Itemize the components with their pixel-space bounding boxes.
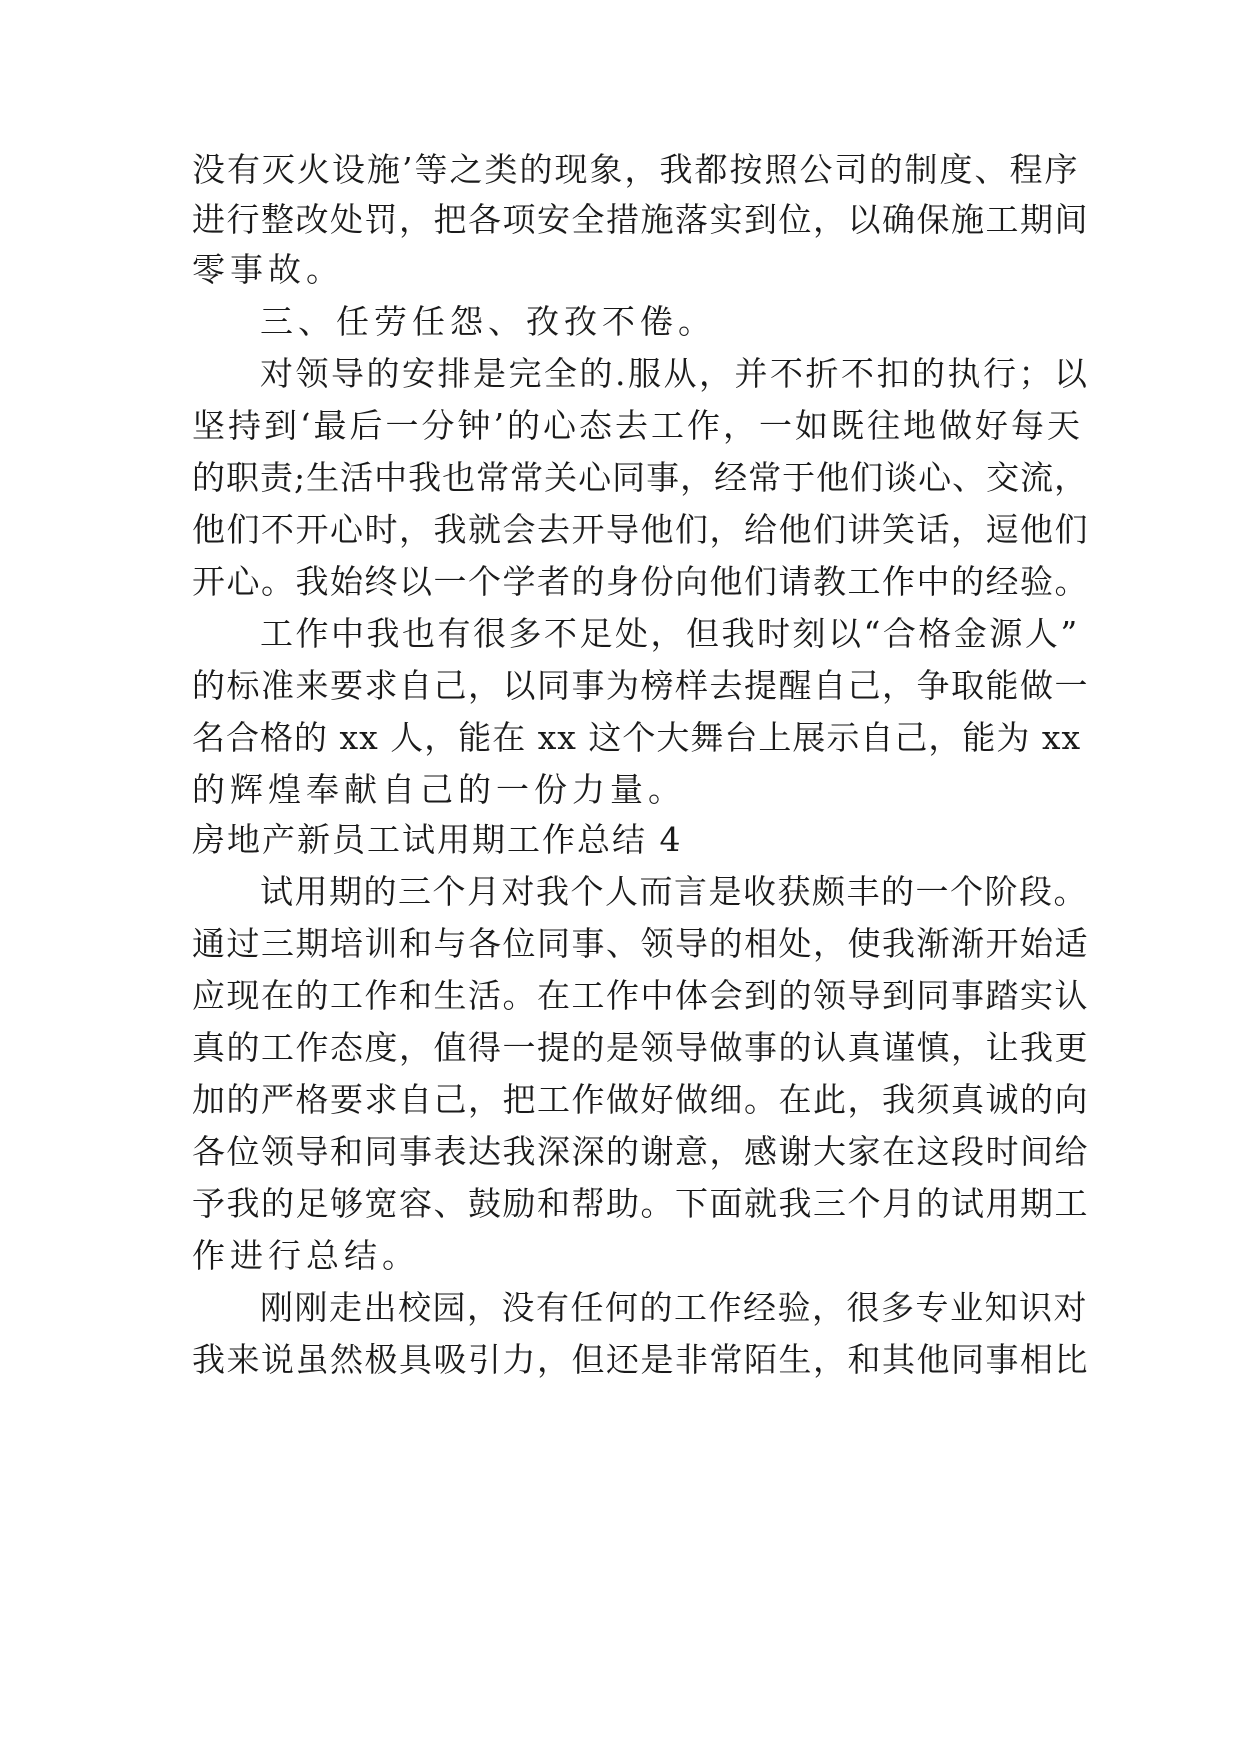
- text-line: 刚刚走出校园，没有任何的工作经验，很多专业知识对: [260, 1288, 1088, 1327]
- section-heading: 三、任劳任怨、孜孜不倦。: [260, 302, 716, 341]
- text-line: 予我的足够宽容、鼓励和帮助。下面就我三个月的试用期工: [192, 1184, 1089, 1223]
- text-line: 应现在的工作和生活。在工作中体会到的领导到同事踏实认: [192, 976, 1089, 1015]
- text-line: 作进行总结。: [192, 1236, 420, 1275]
- text-line: 进行整改处罚，把各项安全措施落实到位，以确保施工期间: [192, 200, 1089, 239]
- text-line: 真的工作态度，值得一提的是领导做事的认真谨慎，让我更: [192, 1028, 1089, 1067]
- text-line: 没有灭火设施’等之类的现象，我都按照公司的制度、程序: [192, 150, 1080, 189]
- text-line: 开心。我始终以一个学者的身份向他们请教工作中的经验。: [192, 562, 1089, 601]
- text-line: 名合格的 xx 人，能在 xx 这个大舞台上展示自己，能为 xx: [192, 718, 1082, 757]
- text-line: 对领导的安排是完全的.服从，并不折不扣的执行；以: [260, 354, 1090, 393]
- text-line: 通过三期培训和与各位同事、领导的相处，使我渐渐开始适: [192, 924, 1089, 963]
- text-line: 我来说虽然极具吸引力，但还是非常陌生，和其他同事相比: [192, 1340, 1089, 1379]
- text-line: 试用期的三个月对我个人而言是收获颇丰的一个阶段。: [260, 872, 1088, 911]
- text-line: 加的严格要求自己，把工作做好做细。在此，我须真诚的向: [192, 1080, 1089, 1119]
- text-line: 各位领导和同事表达我深深的谢意，感谢大家在这段时间给: [192, 1132, 1089, 1171]
- text-line: 他们不开心时，我就会去开导他们，给他们讲笑话，逗他们: [192, 510, 1089, 549]
- text-line: 的职责;生活中我也常常关心同事，经常于他们谈心、交流，: [192, 458, 1089, 497]
- text-line: 的标准来要求自己，以同事为榜样去提醒自己，争取能做一: [192, 666, 1089, 705]
- text-line: 的辉煌奉献自己的一份力量。: [192, 770, 686, 809]
- text-line: 坚持到‘最后一分钟’的心态去工作，一如既往地做好每天: [192, 406, 1083, 445]
- text-line: 零事故。: [192, 250, 344, 289]
- document-title: 房地产新员工试用期工作总结 4: [192, 820, 683, 859]
- text-line: 工作中我也有很多不足处，但我时刻以“合格金源人”: [260, 614, 1080, 653]
